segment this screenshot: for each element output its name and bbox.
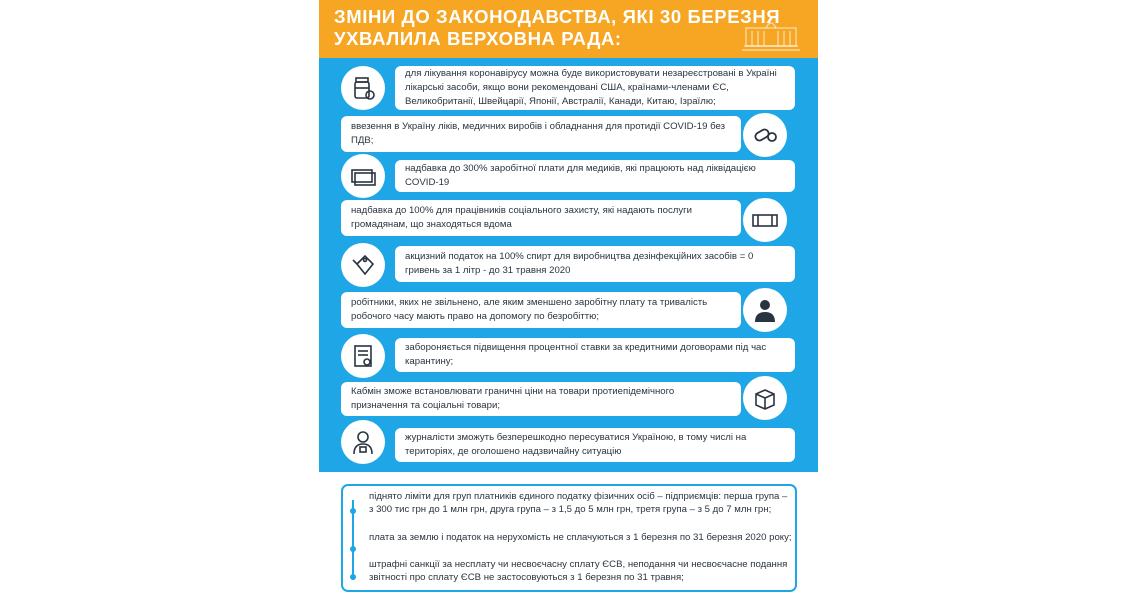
measure-card-6 bbox=[341, 292, 741, 328]
journalist-icon bbox=[341, 420, 385, 464]
measure-text: акцизний податок на 100% спирт для виробництва дезінфекційних засобів = 0 гривень за 1 літр - до 31 травня 2020 bbox=[405, 251, 754, 276]
measure-card-9 bbox=[395, 428, 795, 462]
pills-icon bbox=[743, 113, 787, 157]
measure-card-4 bbox=[341, 200, 741, 236]
header-title-line-2: УХВАЛИЛА ВЕРХОВНА РАДА: bbox=[334, 28, 622, 49]
measure-card-2 bbox=[341, 116, 741, 152]
header-banner bbox=[319, 0, 818, 58]
parliament-building-icon bbox=[740, 14, 802, 54]
measure-text: ввезення в Україну ліків, медичних виробів і обладнання для протидії COVID-19 без ПДВ; bbox=[351, 121, 725, 146]
header-title bbox=[334, 6, 780, 50]
tax-measures-box bbox=[341, 484, 797, 592]
measure-text: журналісти зможуть безперешкодно пересуватися Україною, в тому числі на територіях, де оголошено надзвичайну ситуацію bbox=[405, 432, 747, 457]
measure-text: надбавка до 100% для працівників соціального захисту, які надають послуги громадянам, що знаходяться вдома bbox=[351, 205, 692, 230]
measures-panel bbox=[319, 58, 818, 472]
timeline-dot bbox=[350, 546, 356, 552]
measure-card-8 bbox=[341, 382, 741, 416]
measure-text: забороняється підвищення процентної ставки за кредитними договорами під час карантину; bbox=[405, 342, 767, 367]
measure-card-7 bbox=[395, 338, 795, 372]
worker-icon bbox=[743, 288, 787, 332]
banknote-icon bbox=[743, 198, 787, 242]
timeline-line bbox=[352, 500, 354, 580]
measure-card-3 bbox=[395, 160, 795, 192]
measure-text: Кабмін зможе встановлювати граничні ціни на товари протиепідемічного призначення та соціальні товари; bbox=[351, 386, 675, 411]
measure-text: робітники, яких не звільнено, але яким зменшено заробітну плату та тривалість робочого часу мають право на допомогу по безробіттю; bbox=[351, 297, 708, 322]
measure-card-5 bbox=[395, 246, 795, 282]
measure-text: для лікування коронавірусу можна буде використовувати незареєстровані в Україні лікарські засоби, якщо вони рекомендовані США, країнами-членами ЄС, Великобританії, Швейцарії, Японії, Австралії, Канади, Китаю, Ізраїлю; bbox=[405, 68, 777, 107]
box-icon bbox=[743, 376, 787, 420]
timeline-dot bbox=[350, 508, 356, 514]
measure-text: надбавка до 300% заробітної плати для медиків, які працюють над ліквідацією COVID-19 bbox=[405, 163, 756, 188]
timeline-dot bbox=[350, 574, 356, 580]
infographic-poster bbox=[319, 0, 818, 600]
tax-measure-3: штрафні санкції за несплату чи несвоєчасну сплату ЄСВ, неподання чи несвоєчасне подання звітності про сплату ЄСВ не застосовуються з 1 березня по 31 травня; bbox=[369, 559, 788, 583]
tax-measure-2: плата за землю і податок на нерухомість не сплачуються з 1 березня по 31 березня 2020 року; bbox=[369, 532, 792, 543]
header-title-line-1: ЗМІНИ ДО ЗАКОНОДАВСТВА, ЯКІ 30 БЕРЕЗНЯ bbox=[334, 6, 781, 27]
spray-bottle-icon bbox=[341, 243, 385, 287]
measure-card-1 bbox=[395, 66, 795, 110]
tax-measure-1: піднято ліміти для груп платників єдиного податку фізичних осіб – підприємців: перша група – з 300 тис грн до 1 млн грн, друга група – з 1,5 до 5 млн грн, третя група – з 5 до 7 млн грн; bbox=[369, 491, 788, 515]
money-icon bbox=[341, 154, 385, 198]
pill-bottle-icon bbox=[341, 66, 385, 110]
contract-icon bbox=[341, 334, 385, 378]
